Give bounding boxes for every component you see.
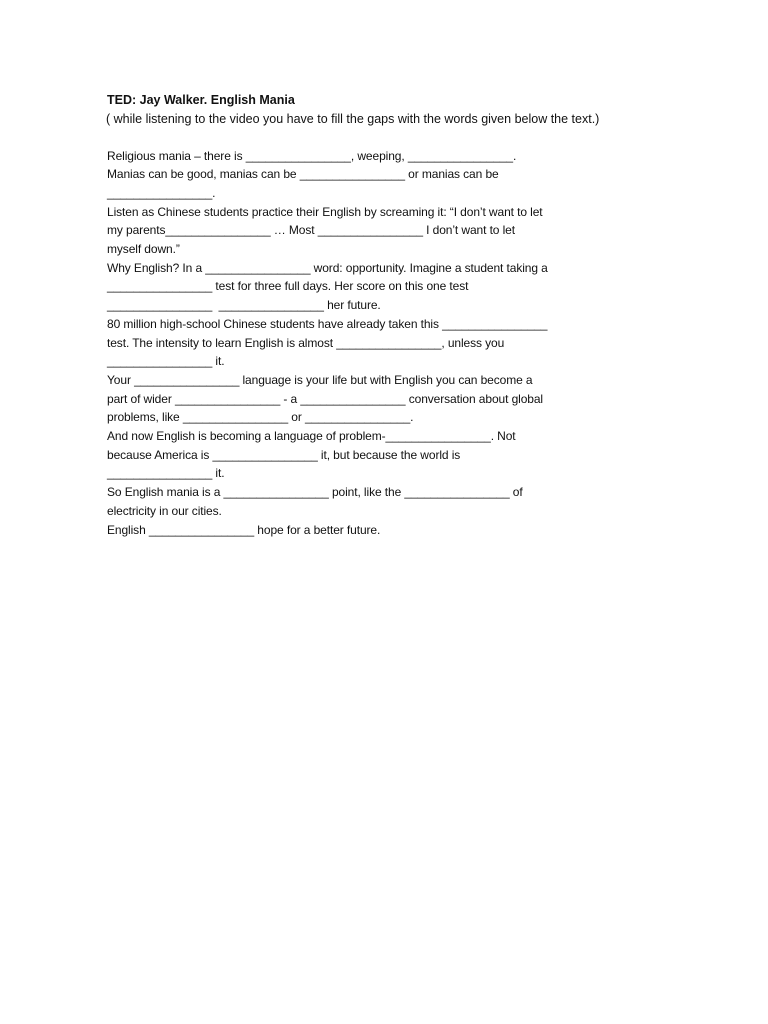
text-line: test. The intensity to learn English is almost ________________, unless you bbox=[107, 335, 505, 350]
text-line: because America is ________________ it, but because the world is bbox=[107, 447, 461, 462]
text-line: part of wider ________________ - a ________________ conversation about global bbox=[107, 391, 543, 406]
text-line: my parents________________ … Most ________________ I don’t want to let bbox=[107, 223, 515, 238]
worksheet-instructions: ( while listening to the video you have to fill the gaps with the words given below the text.) bbox=[106, 111, 600, 126]
text-line: So English mania is a ________________ point, like the ________________ of bbox=[107, 485, 523, 500]
text-line: problems, like ________________ or ________________. bbox=[107, 410, 414, 425]
text-line: Religious mania – there is ________________, weeping, ________________. bbox=[107, 148, 517, 163]
text-line: English ________________ hope for a better future. bbox=[107, 522, 381, 537]
text-line: ________________ ________________ her future. bbox=[107, 298, 381, 313]
text-line: ________________ it. bbox=[107, 354, 225, 369]
text-line: ________________ it. bbox=[107, 466, 225, 481]
worksheet-text bbox=[107, 147, 707, 540]
text-line: Listen as Chinese students practice their English by screaming it: “I don’t want to let bbox=[107, 204, 543, 219]
text-line: Your ________________ language is your life but with English you can become a bbox=[107, 372, 533, 387]
text-line: Why English? In a ________________ word: opportunity. Imagine a student taking a bbox=[107, 260, 548, 275]
worksheet bbox=[107, 91, 707, 539]
worksheet-title: TED: Jay Walker. English Mania bbox=[107, 93, 295, 107]
text-line: And now English is becoming a language of problem-________________. Not bbox=[107, 429, 516, 444]
text-line: 80 million high-school Chinese students have already taken this ________________ bbox=[107, 316, 548, 331]
text-line: myself down.” bbox=[107, 242, 180, 257]
text-line: ________________ test for three full days. Her score on this one test bbox=[107, 279, 469, 294]
text-line: ________________. bbox=[107, 185, 216, 200]
text-line: electricity in our cities. bbox=[107, 503, 222, 518]
text-line: Manias can be good, manias can be ________________ or manias can be bbox=[107, 167, 499, 182]
